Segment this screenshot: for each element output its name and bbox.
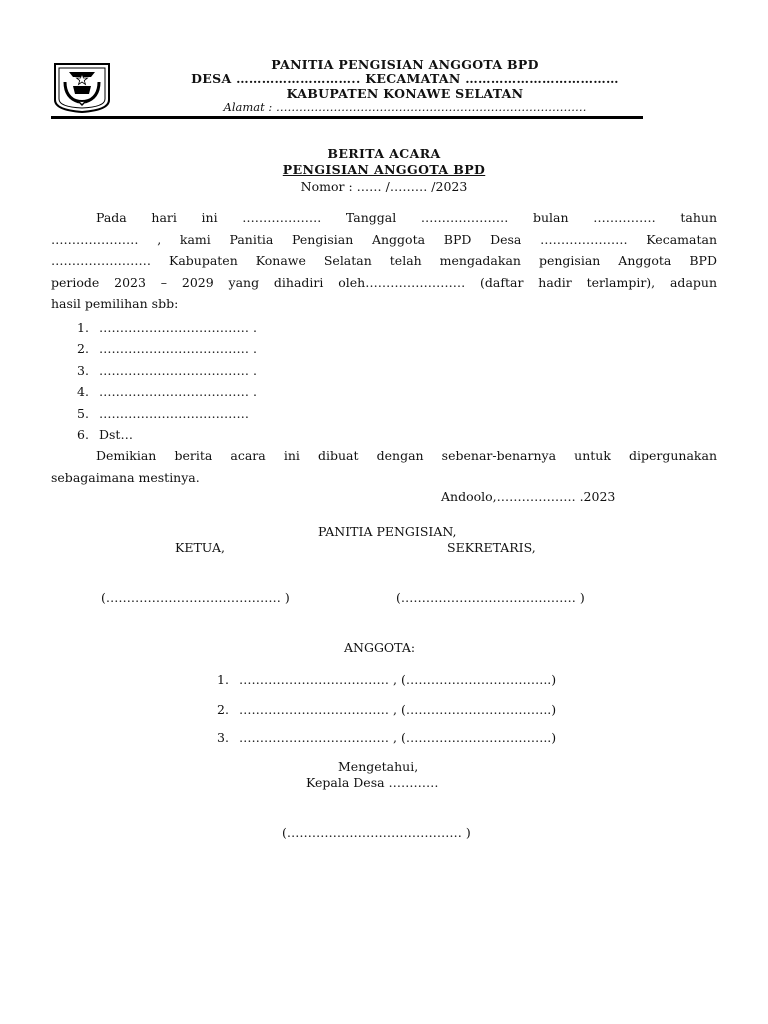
- chair-signature-line: (…………………………………… ): [101, 590, 290, 605]
- opening-paragraph: [51, 207, 717, 315]
- regency-emblem-icon: [51, 60, 113, 114]
- list-item: 1. ……………………………… .: [77, 320, 257, 335]
- document-subtitle: PENGISIAN ANGGOTA BPD: [282, 162, 486, 177]
- paragraph-line: sebagaimana mestinya.: [51, 469, 200, 485]
- document-title: BERITA ACARA: [327, 146, 441, 161]
- paragraph-line: Pada hari ini ………………. Tanggal ………………… bulan …………… tahun: [96, 210, 717, 225]
- paragraph-line: ………………… , kami Panitia Pengisian Anggota BPD Desa ………………… Kecamatan: [51, 231, 717, 247]
- letterhead-village: DESA ……………………….. KECAMATAN ………………………………: [191, 71, 619, 86]
- list-item: 6. Dst…: [77, 426, 133, 442]
- paragraph-line: …………………… Kabupaten Konawe Selatan telah mengadakan pengisian Anggota BPD: [51, 253, 717, 268]
- secretary-label: SEKRETARIS,: [447, 540, 536, 555]
- acknowledgement-label: Mengetahui,: [338, 759, 419, 774]
- village-head-signature-line: (…………………………………… ): [282, 825, 471, 840]
- list-item: 3. ……………………………… .: [77, 362, 257, 378]
- paragraph-line: Demikian berita acara ini dibuat dengan sebenar-benarnya untuk dipergunakan: [96, 448, 717, 463]
- letterhead-address: Alamat : ………………………………………………………………………: [223, 100, 587, 114]
- chair-label: KETUA,: [175, 540, 225, 555]
- results-list: [77, 317, 257, 445]
- letterhead-divider: [51, 116, 643, 119]
- committee-heading: PANITIA PENGISIAN,: [318, 524, 457, 539]
- place-date: Andoolo,………………. .2023: [441, 489, 616, 504]
- members-label: ANGGOTA:: [344, 640, 416, 655]
- village-head-title: Kepala Desa …………: [306, 775, 439, 790]
- list-item: 5. ………………………………: [77, 405, 249, 421]
- letterhead-committee: PANITIA PENGISIAN ANGGOTA BPD: [271, 57, 539, 72]
- member-row: 2. ……………………………… , (……………………………..): [217, 702, 557, 717]
- paragraph-line: periode 2023 – 2029 yang dihadiri oleh…………………… (daftar hadir terlampir), adapun: [51, 274, 717, 290]
- secretary-signature-line: (…………………………………… ): [396, 590, 585, 605]
- list-item: 2. ……………………………… .: [77, 341, 257, 357]
- document-number: Nomor : …… /……… /2023: [300, 179, 468, 194]
- letterhead-regency: KABUPATEN KONAWE SELATAN: [286, 86, 524, 101]
- list-item: 4. ……………………………… .: [77, 384, 257, 400]
- member-row: 3. ……………………………… , (……………………………..): [217, 730, 557, 745]
- closing-paragraph: [51, 445, 717, 488]
- member-row: 1. ……………………………… , (……………………………..): [217, 672, 557, 687]
- paragraph-line: hasil pemilihan sbb:: [51, 296, 179, 311]
